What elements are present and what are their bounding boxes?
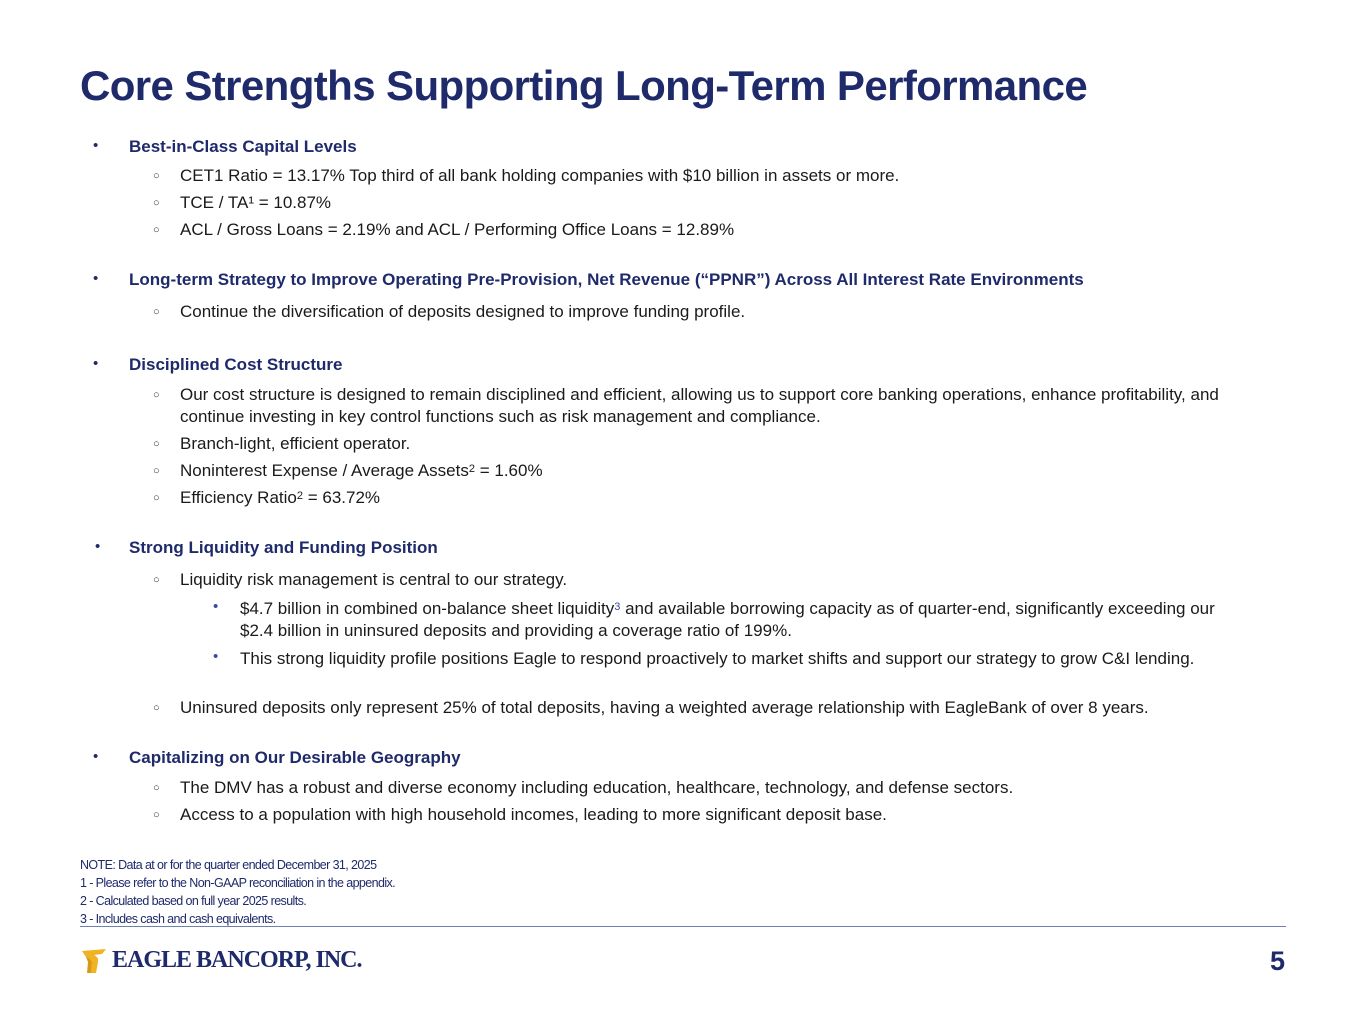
item-text: = 1.60% bbox=[474, 461, 543, 480]
bullet-icon: • bbox=[213, 648, 219, 665]
sub-bullet-icon: ○ bbox=[153, 465, 160, 477]
footnote-line: 2 - Calculated based on full year 2025 results. bbox=[80, 894, 307, 908]
sub-bullet-icon: ○ bbox=[153, 702, 160, 714]
sub-bullet-icon: ○ bbox=[153, 782, 160, 794]
list-item: Uninsured deposits only represent 25% of total deposits, having a weighted average relationship with EagleBank of over 8 years. bbox=[180, 698, 1149, 717]
sub-bullet-icon: ○ bbox=[153, 306, 160, 318]
item-text: $4.7 billion in combined on-balance sheet liquidity bbox=[240, 599, 615, 618]
eagle-icon bbox=[80, 945, 108, 975]
bullet-icon: • bbox=[93, 270, 99, 287]
sub-bullet-icon: ○ bbox=[153, 492, 160, 504]
list-item: This strong liquidity profile positions Eagle to respond proactively to market shifts and support our strategy to grow C&I lending. bbox=[240, 649, 1195, 668]
list-item: Liquidity risk management is central to our strategy. bbox=[180, 570, 568, 589]
sub-bullet-icon: ○ bbox=[153, 438, 160, 450]
item-text: = 63.72% bbox=[302, 488, 381, 507]
list-item: Branch-light, efficient operator. bbox=[180, 434, 411, 453]
sub-bullet-icon: ○ bbox=[153, 197, 160, 209]
bullet-icon: • bbox=[93, 137, 99, 154]
bullet-icon: • bbox=[95, 538, 101, 555]
section-heading: Long-term Strategy to Improve Operating Pre-Provision, Net Revenue (“PPNR”) Across All Interest Rate Environments bbox=[129, 270, 1084, 289]
bullet-icon: • bbox=[93, 355, 99, 372]
list-item bbox=[180, 487, 1270, 509]
list-item: Continue the diversification of deposits designed to improve funding profile. bbox=[180, 302, 746, 321]
footer-divider bbox=[80, 926, 1286, 927]
list-item bbox=[240, 598, 1240, 642]
list-item bbox=[180, 460, 1270, 482]
footnote-ref: 3 bbox=[614, 601, 621, 613]
logo-text: EAGLE BANCORP, INC. bbox=[112, 946, 362, 973]
footnotes bbox=[80, 856, 395, 928]
bullet-icon: • bbox=[93, 748, 99, 765]
section-heading: Strong Liquidity and Funding Position bbox=[129, 538, 438, 557]
sub-bullet-icon: ○ bbox=[153, 389, 160, 401]
section-heading: Best-in-Class Capital Levels bbox=[129, 137, 357, 156]
page-number: 5 bbox=[1269, 946, 1285, 976]
list-item: Our cost structure is designed to remain disciplined and efficient, allowing us to support core banking operations, enhance profitability, and continue investing in key control functions such as risk management and compliance. bbox=[180, 385, 1219, 426]
list-item: The DMV has a robust and diverse economy including education, healthcare, technology, and defense sectors. bbox=[180, 778, 1014, 797]
list-item: CET1 Ratio = 13.17% Top third of all bank holding companies with $10 billion in assets or more. bbox=[180, 166, 900, 185]
sub-bullet-icon: ○ bbox=[153, 809, 160, 821]
list-item: TCE / TA¹ = 10.87% bbox=[180, 193, 332, 212]
company-logo bbox=[80, 944, 362, 976]
list-item: Access to a population with high household incomes, leading to more significant deposit base. bbox=[180, 805, 887, 824]
footnote-line: 3 - Includes cash and cash equivalents. bbox=[80, 912, 276, 926]
bullet-icon: • bbox=[213, 598, 219, 615]
footnote-ref: 2 bbox=[468, 463, 475, 475]
item-text: and available borrowing capacity as of quarter-end, significantly exceeding our $2.4 billion in uninsured deposits and providing a coverage ratio of 199%. bbox=[240, 599, 1215, 640]
list-item: ACL / Gross Loans = 2.19% and ACL / Performing Office Loans = 12.89% bbox=[180, 220, 735, 239]
page-title: Core Strengths Supporting Long-Term Performance bbox=[80, 62, 1088, 109]
item-text: Noninterest Expense / Average Assets bbox=[180, 461, 469, 480]
footnote-line: NOTE: Data at or for the quarter ended December 31, 2025 bbox=[80, 858, 377, 872]
sub-bullet-icon: ○ bbox=[153, 224, 160, 236]
section-heading: Capitalizing on Our Desirable Geography bbox=[129, 748, 461, 767]
section-heading: Disciplined Cost Structure bbox=[129, 355, 343, 374]
sub-bullet-icon: ○ bbox=[153, 574, 160, 586]
footnote-line: 1 - Please refer to the Non-GAAP reconciliation in the appendix. bbox=[80, 876, 396, 890]
footnote-ref: 2 bbox=[296, 490, 303, 502]
sub-bullet-icon: ○ bbox=[153, 170, 160, 182]
item-text: Efficiency Ratio bbox=[180, 488, 297, 507]
